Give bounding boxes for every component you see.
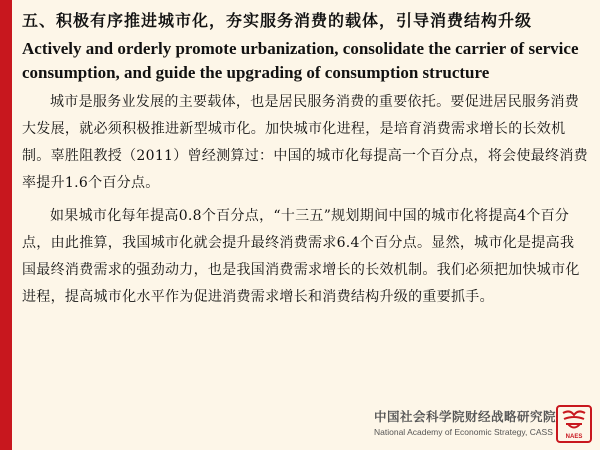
slide-content [22,6,588,317]
left-accent-bar [0,0,12,450]
section-heading-chinese: 五、积极有序推进城市化，夯实服务消费的载体，引导消费结构升级 [22,11,533,30]
section-heading-english: Actively and orderly promote urbanization, consolidate the carrier of service consumption, and guide the upgrading of consumption structure [22,39,579,82]
institution-name-english: National Academy of Economic Strategy, CASS [374,427,553,437]
institution-name-chinese: 中国社会科学院财经战略研究院 [374,409,557,424]
naes-logo-icon [556,405,592,443]
institution-footer [334,405,596,445]
logo-letters: NAES [565,434,583,440]
body-paragraph-2: 如果城市化每年提高0.8个百分点，“十三五”规划期间中国的城市化将提高4个百分点，由此推算，我国城市化就会提升最终消费需求6.4个百分点。显然，城市化是提高我国最终消费需求的强劲动力，也是我国消费需求增长的长效机制。我们必须把加快城市化进程，提高城市化水平作为促进消费需求增长和消费结构升级的重要抓手。 [22,208,580,305]
body-paragraph-1: 城市是服务业发展的主要载体，也是居民服务消费的重要依托。要促进居民服务消费大发展，就必须积极推进新型城市化。加快城市化进程，是培育消费需求增长的长效机制。辜胜阻教授（2011）曾经测算过：中国的城市化每提高一个百分点，将会使最终消费率提升1.6个百分点。 [22,94,588,191]
